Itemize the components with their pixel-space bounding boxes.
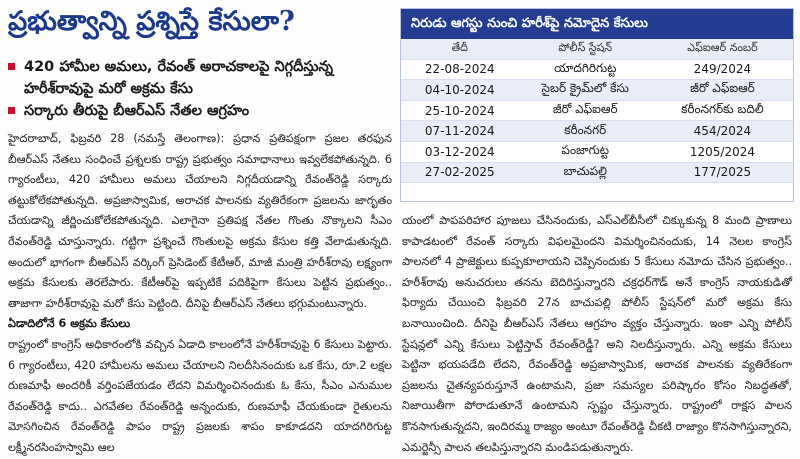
cell-fir: 454/2024 bbox=[652, 121, 793, 142]
cell-fir: 177/2025 bbox=[652, 162, 793, 183]
cell-date: 27-02-2025 bbox=[401, 162, 519, 183]
cases-table-box bbox=[400, 8, 794, 202]
bullet-square-icon bbox=[8, 63, 15, 70]
cell-date: 25-10-2024 bbox=[401, 100, 519, 121]
cell-fir: 1205/2024 bbox=[652, 141, 793, 162]
table-row bbox=[401, 121, 793, 142]
table-row bbox=[401, 100, 793, 121]
cases-table bbox=[401, 39, 793, 183]
subhead-1 bbox=[8, 56, 398, 100]
section-paragraph: రాష్ట్రంలో కాంగ్రెస్ అధికారంలోకి వచ్చిన ఏడాది కాలంలోనే హరీశ్‌రావుపై 6 కేసులు పెట్టారు. 6 గ్యారంటీలు, 420 హామీలను అమలు చేయాలని నిలదీసినందుకు ఒక కేసు, రూ.2 లక్షల రుణమాఫీ అందరికీ వర్తింపజేయడం లేదని విమర్శించినందుకు ఓ కేసు, సీఎం ఎనుముల రేవంత్‌రెడ్డి కాదు.. ఎగవేతల రేవంత్‌రెడ్డి అన్నందుకు, రుణమాఫీ చేయకుండా రైతులను మోసగించిన రేవంత్‌రెడ్డి పాపం రాష్ట్ర ప్రజలకు శాపం కాకూడదని యాదగిరిగుట్ట లక్ష్మీనరసింహస్వామి ఆల bbox=[8, 337, 392, 454]
article-right-column bbox=[402, 211, 792, 458]
cell-fir: 249/2024 bbox=[652, 59, 793, 80]
intro-paragraph: హైదరాబాద్, ఫిబ్రవరి 28 (నమస్తే తెలంగాణ): ప్రధాన ప్రతిపక్షంగా ప్రజల తరఫున బీఆర్‌ఎస్ నేతలు సంధించే ప్రశ్నలకు రాష్ట్ర ప్రభుత్వం సమాధానాలు ఇవ్వలేకపోతున్నది. 6 గ్యారంటీలు, 420 హామీలు అమలు చేయాలని నిగ్గదీయడాన్ని రేవంత్‌రెడ్డి సర్కారు తట్టుకోలేకపోతున్నది. అప్రజాస్వామిక, అరాచక పాలనకు వ్యతిరేకంగా ప్రజలను జాగృతం చేయడాన్ని జీర్ణించుకోలేకపోతున్నది. ఎలాగైనా ప్రతిపక్ష నేతల గొంతు నొక్కాలని సీఎం రేవంత్‌రెడ్డి చూస్తున్నారు. గట్టిగా ప్రశ్నించే గొంతులపై అక్రమ కేసుల కత్తి వేలాడుతున్నది. అందులో భాగంగా బీఆర్‌ఎస్ వర్కింగ్ ప్రెసిడెంట్ కేటీఆర్, మాజీ మంత్రి హరీశ్‌రావు లక్ష్యంగా అక్రమ కేసులకు తెరలేపారు. కేటీఆర్‌పై ఇప్పటికే పదికిపైగా కేసులు పెట్టిన ప్రభుత్వం.. తాజాగా హరీశ్‌రావుపై మరో కేసు పెట్టింది. దీనిపై బీఆర్‌ఎస్ నేతలు భగ్గుమంటున్నారు. bbox=[8, 132, 392, 310]
table-row bbox=[401, 141, 793, 162]
table-row bbox=[401, 80, 793, 101]
section-title: ఏడాదిలోనే 6 అక్రమ కేసులు bbox=[8, 317, 131, 331]
header-police-station: పోలీస్ స్టేషన్ bbox=[519, 39, 652, 59]
table-row bbox=[401, 162, 793, 183]
cell-date: 07-11-2024 bbox=[401, 121, 519, 142]
cell-station: కరీంనగర్ bbox=[519, 121, 652, 142]
headline: ప్రభుత్వాన్ని ప్రశ్నిస్తే కేసులా? bbox=[8, 6, 295, 37]
table-header-row bbox=[401, 39, 793, 59]
subhead-text: 420 హామీల అమలు, రేవంత్ అరాచకాలపై నిగ్గదీస్తున్న హరీశ్‌రావుపై మరో అక్రమ కేసు bbox=[24, 59, 334, 97]
cell-date: 22-08-2024 bbox=[401, 59, 519, 80]
bullet-square-icon bbox=[8, 107, 15, 114]
header-fir-number: ఎఫ్‌ఐఆర్ నంబర్ bbox=[652, 39, 793, 59]
table-row bbox=[401, 59, 793, 80]
cell-station: యాదగిరిగుట్ట bbox=[519, 59, 652, 80]
cases-table-title: నిరుడు ఆగస్టు నుంచి హరీశ్‌పై నమోదైన కేసులు bbox=[401, 9, 793, 39]
cell-fir: కరీంనగర్‌కు బదిలీ bbox=[652, 100, 793, 121]
cell-date: 03-12-2024 bbox=[401, 141, 519, 162]
header-date: తేదీ bbox=[401, 39, 519, 59]
subhead-2 bbox=[8, 100, 398, 122]
cell-date: 04-10-2024 bbox=[401, 80, 519, 101]
cell-fir: జీరో ఎఫ్ఐఆర్ bbox=[652, 80, 793, 101]
cell-station: సైబర్ క్రైమ్‌లో కేసు bbox=[519, 80, 652, 101]
cell-station: పంజాగుట్ట bbox=[519, 141, 652, 162]
cell-station: బాచుపల్లి bbox=[519, 162, 652, 183]
subhead-text: సర్కారు తీరుపై బీఆర్‌ఎస్ నేతల ఆగ్రహం bbox=[24, 103, 250, 119]
cell-station: జీరో ఎఫ్ఐఆర్ bbox=[519, 100, 652, 121]
article-left-column bbox=[8, 129, 392, 459]
subheads bbox=[8, 56, 398, 122]
right-paragraph: యంలో పాపపరిహార పూజలు చేసినందుకు, ఎస్‌ఎల్‌బీసీలో చిక్కుకున్న 8 మంది ప్రాణాలు కాపాడటంలో రేవంత్ సర్కారు విఫలమైందని విమర్శించినందుకు, 14 నెలల కాంగ్రెస్ పాలనలో 4 ప్రాజెక్టులు కుప్పకూలాయని చెప్పినందుకు 5 కేసులు నమోదు చేసిన ప్రభుత్వం.. హరీశ్‌రావు అనుచరులు తనను బెదిరిస్తున్నారని చక్రధర్‌గౌడ్ అనే కాంగ్రెస్ నాయకుడితో ఫిర్యాదు చేయించి ఫిబ్రవరి 27న బాచుపల్లి పోలీస్ స్టేషన్‌లో మరో అక్రమ కేసు బనాయించింది. దీనిపై బీఆర్‌ఎస్ నేతలు ఆగ్రహం వ్యక్తం చేస్తున్నారు. ఇంకా ఎన్ని పోలీస్ స్టేషన్లలో ఎన్ని కేసులు పెట్టిస్తావ్ రేవంత్‌రెడ్డీ? అని నిలదీస్తున్నారు. ఎన్ని అక్రమ కేసులు పెట్టినా భయపడేది లేదని, రేవంత్‌రెడ్డి అప్రజాస్వామిక, అరాచక పాలనకు వ్యతిరేకంగా ప్రజలను చైతన్యపరుస్తూనే ఉంటామని, ప్రజా సమస్యల పరిష్కారం కోసం నిబద్ధతతో, నిజాయితీగా పోరాడుతూనే ఉంటామని స్పష్టం చేస్తున్నారు. రాష్ట్రంలో రాక్షస పాలన కొనసాగుతున్నదని, ఇందిరమ్మ రాజ్యం అంటూ రేవంత్‌రెడ్డి చీకటి రాజ్యాం కొనసాగిస్తున్నారని, ఎమర్జెన్సీ పాలన తలపిస్తున్నారని మండిపడుతున్నారు. bbox=[402, 214, 792, 454]
